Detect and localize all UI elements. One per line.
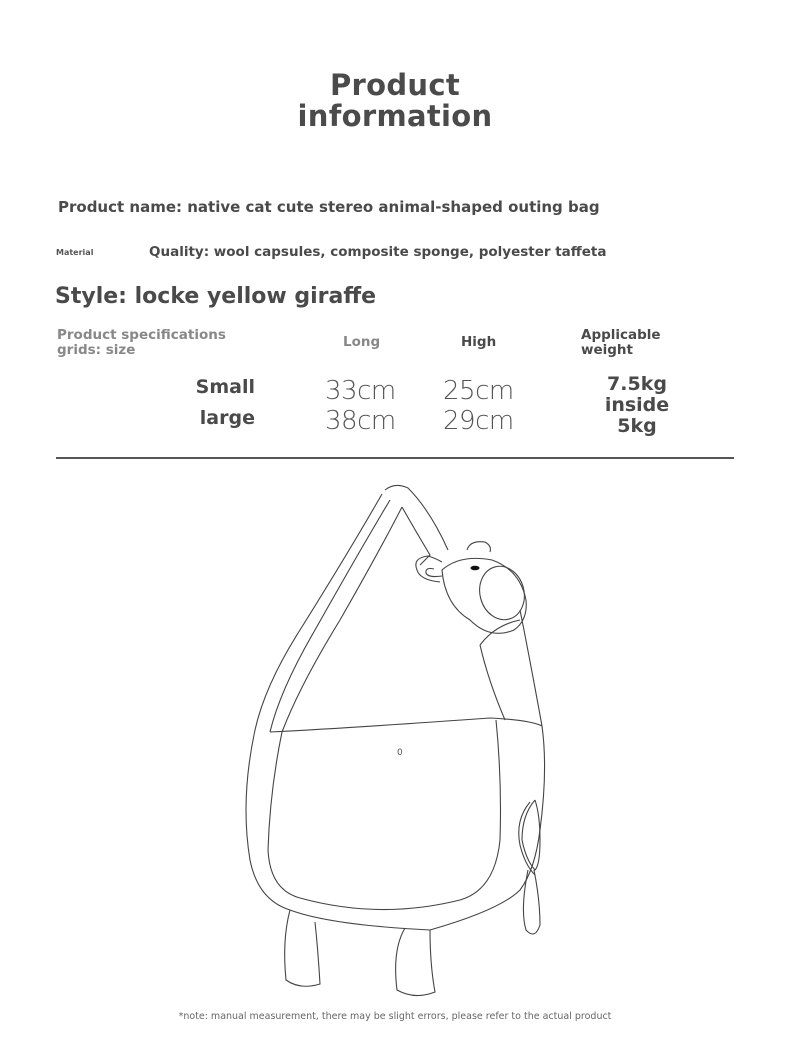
weight-line-1: 7.5kg	[607, 373, 667, 395]
column-weight-line-1: Applicable	[581, 327, 661, 343]
style-text: Style: locke yellow giraffe	[55, 284, 377, 309]
footnote: *note: manual measurement, there may be slight errors, please refer to the actual product	[178, 1011, 612, 1022]
size-small-label: Small	[195, 376, 255, 398]
product-name: Product name: native cat cute stereo animal-shaped outing bag	[58, 198, 600, 216]
giraffe-bag-illustration	[230, 470, 560, 1000]
page-title	[0, 70, 790, 132]
size-large-label: large	[199, 407, 255, 429]
zipper-mark: 0	[397, 748, 403, 758]
title-line-2: information	[297, 99, 493, 133]
size-small-long: 33cm	[325, 376, 396, 406]
weight-line-2: inside	[604, 394, 670, 416]
size-small-high: 25cm	[443, 376, 514, 406]
size-large-long: 38cm	[325, 406, 396, 436]
column-high: High	[461, 334, 497, 350]
title-line-1: Product	[329, 68, 461, 102]
weight-line-3: 5kg	[617, 415, 657, 437]
giraffe-bag-icon	[230, 470, 560, 1000]
column-weight-line-2: weight	[581, 342, 633, 358]
material-label: Material	[56, 248, 94, 257]
column-long: Long	[343, 334, 381, 350]
size-large-high: 29cm	[443, 406, 514, 436]
column-weight	[581, 328, 661, 358]
section-divider	[56, 457, 734, 459]
spec-header-line-2: grids: size	[57, 342, 136, 358]
spec-header-line-1: Product specifications	[57, 327, 226, 343]
applicable-weight-value	[587, 374, 687, 437]
spec-header-label	[57, 328, 226, 358]
material-value: Quality: wool capsules, composite sponge, polyester taffeta	[149, 244, 607, 260]
